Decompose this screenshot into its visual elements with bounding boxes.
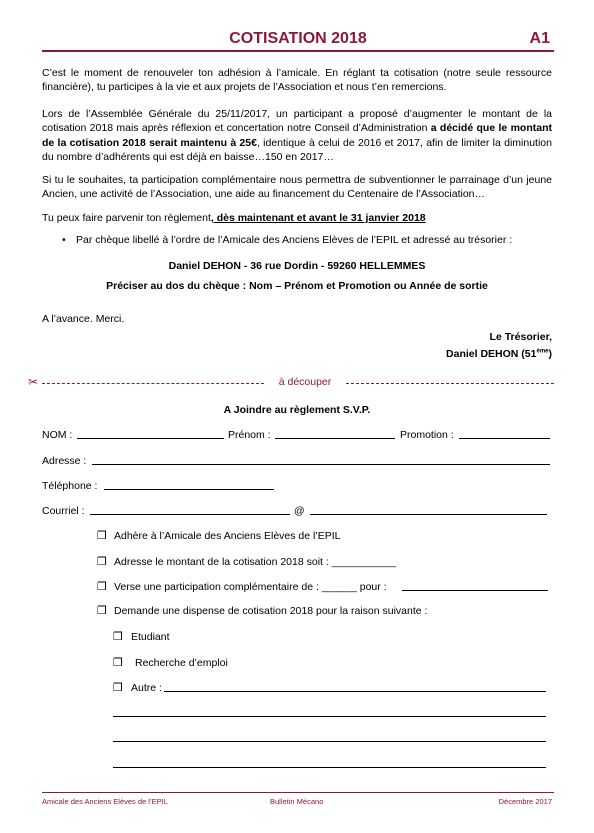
intro-paragraph-3: Si tu le souhaites, ta participation complémentaire nous permettra de subventionner le parrainage d’un jeune Ancien, une activité de l’Association, une aide au financement du Centenaire de l’Association… — [42, 174, 552, 201]
prenom-field[interactable] — [275, 428, 395, 439]
treasurer-address: Daniel DEHON - 36 rue Dordin - 59260 HELLEMMES — [168, 260, 426, 272]
adresse-label: Adresse : — [42, 455, 87, 467]
intro-paragraph-4 — [42, 211, 552, 225]
participation-label: Verse une participation complémentaire de : ______ pour : — [114, 581, 387, 593]
footer-rule — [42, 792, 554, 793]
intro-paragraph-1: C’est le moment de renouveler ton adhésion à l’amicale. En réglant ta cotisation (notre seule ressource financière), tu participes à la vie et aux projets de l’Association et nous t’en remercions. — [42, 67, 552, 94]
signature-name — [446, 347, 552, 361]
sig-close: ) — [548, 348, 552, 360]
courriel-domain-field[interactable] — [310, 504, 547, 515]
autre-line-3[interactable] — [113, 731, 546, 742]
page-code: A1 — [529, 30, 550, 47]
page-header — [42, 24, 554, 52]
cut-dash-right — [346, 383, 554, 384]
emploi-checkbox[interactable]: ❒ — [113, 657, 123, 669]
autre-field[interactable] — [164, 681, 546, 692]
sig-sup: ème — [536, 348, 549, 355]
bullet-text: Par chèque libellé à l’ordre de l’Amicale des Anciens Elèves de l’EPIL et adressé au trésorier : — [76, 234, 513, 246]
autre-line-2[interactable] — [113, 706, 546, 717]
footer-association: Amicale des Anciens Elèves de l’EPIL — [42, 797, 168, 806]
nom-label: NOM : — [42, 429, 73, 441]
adhere-checkbox[interactable]: ❒ — [97, 530, 107, 542]
participation-checkbox[interactable]: ❒ — [97, 581, 107, 593]
sig-name-text: Daniel DEHON (51 — [446, 348, 537, 360]
dispense-label: Demande une dispense de cotisation 2018 pour la raison suivante : — [114, 605, 428, 617]
adresse-field[interactable] — [92, 454, 550, 465]
p2-text-bold: a décidé que le montant de la cotisation 2018 serait maintenu à 25€ — [42, 122, 553, 149]
prenom-label: Prénom : — [228, 429, 271, 441]
courriel-user-field[interactable] — [90, 504, 290, 515]
cut-line — [28, 376, 556, 390]
at-sign: @ — [294, 505, 305, 517]
etudiant-checkbox[interactable]: ❒ — [113, 631, 123, 643]
intro-paragraph-2 — [42, 107, 552, 165]
page-title: COTISATION 2018 — [229, 30, 367, 47]
telephone-label: Téléphone : — [42, 480, 98, 492]
nom-field[interactable] — [77, 428, 224, 439]
thanks-text: A l’avance. Merci. — [42, 313, 125, 325]
signature-title: Le Trésorier, — [489, 331, 552, 343]
montant-checkbox[interactable]: ❒ — [97, 556, 107, 568]
cheque-instructions: Préciser au dos du chèque : Nom – Prénom et Promotion ou Année de sortie — [106, 280, 488, 292]
p4-text-a: Tu peux faire parvenir ton règlement — [42, 212, 211, 224]
cut-label: à découper — [278, 376, 332, 388]
telephone-field[interactable] — [104, 479, 274, 490]
p2-text-c: , identique à celui de 2016 et 2017, afin de limiter la diminution du nombre d’adhérents qui est déjà en baisse…150 en 2017… — [42, 136, 552, 164]
payment-bullet — [62, 233, 552, 247]
footer-date: Décembre 2017 — [498, 797, 552, 806]
emploi-label: Recherche d’emploi — [135, 657, 228, 669]
courriel-label: Courriel : — [42, 505, 85, 517]
cut-dash-left — [42, 383, 264, 384]
autre-line-4[interactable] — [113, 757, 546, 768]
promotion-field[interactable] — [459, 428, 550, 439]
autre-label: Autre : — [131, 682, 162, 694]
form-title: A Joindre au règlement S.V.P. — [223, 404, 371, 416]
bullet-icon: • — [62, 234, 66, 246]
etudiant-label: Etudiant — [131, 631, 170, 643]
promotion-label: Promotion : — [400, 429, 454, 441]
p2-text-a: Lors de l’Assemblée Générale du 25/11/2017, un participant a proposé d’augmenter le montant de la cotisation 2018 mais après réflexion et concertation notre Conseil d’Administration — [42, 108, 552, 135]
dispense-checkbox[interactable]: ❒ — [97, 605, 107, 617]
autre-checkbox[interactable]: ❒ — [113, 682, 123, 694]
scissors-icon: ✂ — [28, 375, 39, 389]
footer-bulletin: Bulletin Mécano — [270, 797, 324, 806]
participation-purpose-field[interactable] — [402, 580, 548, 591]
adhere-label: Adhère à l’Amicale des Anciens Elèves de l’EPIL — [114, 530, 341, 542]
p4-deadline: , dès maintenant et avant le 31 janvier 2018 — [210, 212, 426, 224]
montant-label: Adresse le montant de la cotisation 2018 soit : ___________ — [114, 556, 396, 568]
